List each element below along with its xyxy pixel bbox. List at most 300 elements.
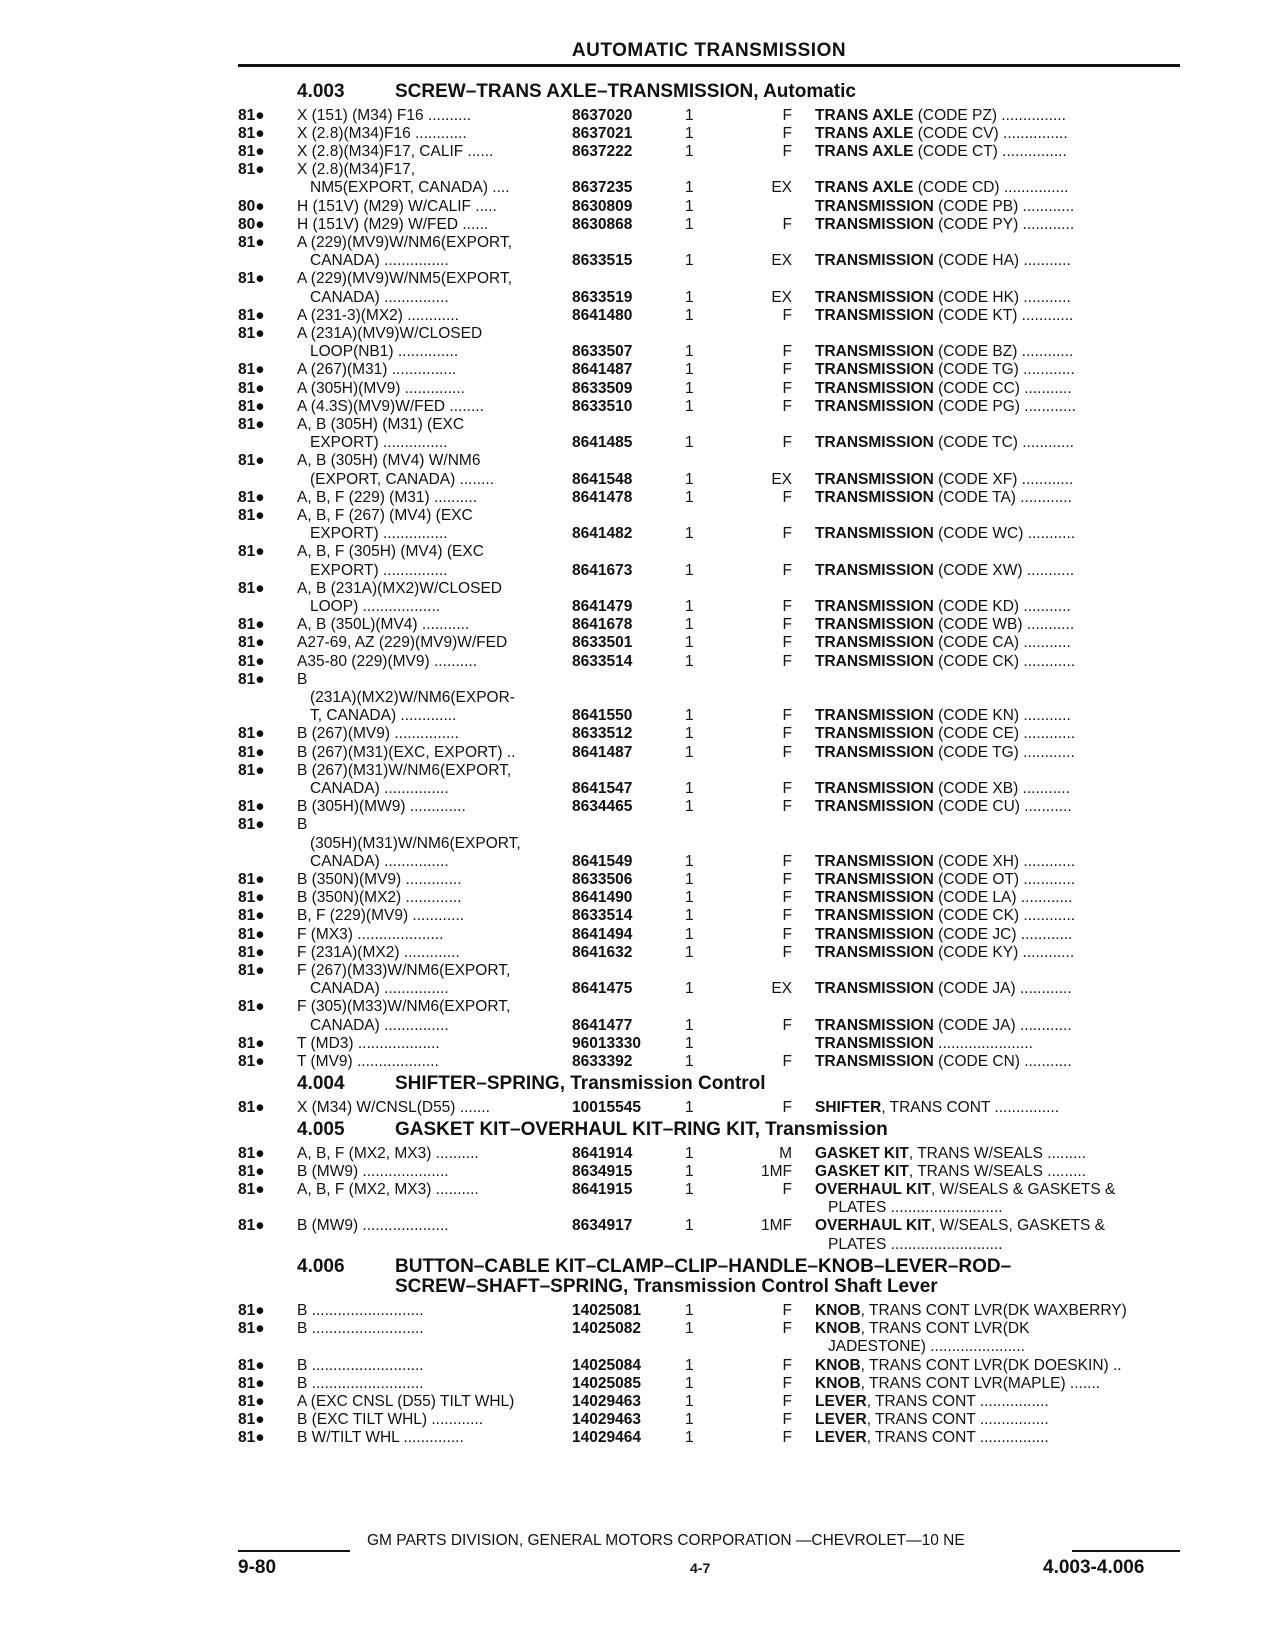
part-name (828, 1199, 1003, 1217)
application-description: B (267)(M31)(EXC, EXPORT) .. (297, 743, 516, 761)
part-number: 8641550 (572, 707, 633, 725)
quantity: 1 (685, 1374, 694, 1392)
source-code: M (779, 1144, 792, 1162)
quantity: 1 (685, 106, 694, 124)
quantity: 1 (685, 434, 694, 452)
part-number: 8633501 (572, 634, 633, 652)
part-name-detail: (CODE TG) ............ (933, 743, 1075, 761)
source-code: F (782, 1374, 792, 1392)
application-description: A (231A)(MV9)W/CLOSED (297, 325, 483, 342)
application-description: A35-80 (229)(MV9) .......... (297, 652, 478, 670)
model-year: 81● (238, 161, 265, 179)
part-number: 8641547 (572, 780, 633, 797)
application-description: (305H)(M31)W/NM6(EXPORT, (310, 834, 521, 852)
model-year: 81● (238, 1374, 265, 1392)
model-year: 81● (238, 1320, 265, 1338)
source-code: F (782, 798, 792, 816)
part-name (815, 1357, 1122, 1375)
part-name-detail: (CODE PB) ............ (933, 197, 1075, 215)
model-year: 81● (238, 488, 265, 506)
source-code: F (782, 124, 792, 142)
source-code: F (782, 743, 792, 761)
model-year: 81● (238, 1162, 265, 1180)
source-code: F (782, 561, 792, 579)
part-name-detail: , TRANS W/SEALS ......... (908, 1144, 1087, 1162)
part-name-bold: GASKET KIT (815, 1144, 909, 1162)
part-name (815, 944, 1074, 962)
part-number: 8641479 (572, 598, 633, 615)
model-year: 81● (238, 1181, 265, 1198)
quantity: 1 (685, 798, 694, 816)
quantity: 1 (685, 197, 694, 215)
application-description: A, B (305H) (MV4) W/NM6 (297, 452, 481, 470)
quantity: 1 (685, 470, 694, 488)
part-name-bold: TRANSMISSION (815, 907, 934, 925)
part-name-bold: TRANSMISSION (815, 252, 934, 270)
part-name (815, 107, 1066, 125)
part-name (815, 871, 1075, 889)
part-number: 8633392 (572, 1053, 633, 1070)
quantity: 1 (685, 1162, 694, 1180)
part-number: 14025084 (572, 1356, 641, 1374)
part-name (815, 1017, 1072, 1035)
application-description: T (MD3) ................... (297, 1034, 440, 1052)
part-number: 8641478 (572, 488, 633, 506)
part-name-bold: TRANSMISSION (815, 1034, 934, 1052)
part-name-bold: TRANSMISSION (815, 871, 934, 888)
part-name-detail: (CODE PY) ............ (933, 215, 1075, 233)
application-description: B (305H)(MW9) ............. (297, 798, 466, 816)
part-name-detail: (CODE XB) ........... (933, 780, 1070, 797)
part-number: 8641632 (572, 943, 633, 961)
part-name (815, 1217, 1105, 1235)
part-name (815, 525, 1075, 543)
source-code: F (782, 852, 792, 870)
part-name (815, 489, 1072, 507)
part-name-detail: , TRANS W/SEALS ......... (908, 1162, 1087, 1180)
source-code: EX (771, 470, 792, 488)
quantity: 1 (685, 306, 694, 324)
source-code: F (782, 143, 792, 160)
part-name (815, 562, 1074, 580)
quantity: 1 (685, 1034, 694, 1052)
part-name-bold: TRANS AXLE (815, 106, 914, 124)
model-year: 81● (238, 616, 265, 634)
model-year: 80● (238, 215, 265, 233)
part-name-detail: , W/SEALS, GASKETS & (930, 1217, 1105, 1235)
part-name-bold: TRANSMISSION (815, 780, 934, 797)
part-name-detail: (CODE TA) ............ (933, 488, 1072, 506)
source-code: F (782, 379, 792, 397)
quantity: 1 (685, 1320, 694, 1338)
quantity: 1 (685, 143, 694, 160)
part-number: 14029464 (572, 1429, 641, 1447)
quantity: 1 (685, 871, 694, 888)
application-description: A (305H)(MV9) .............. (297, 379, 465, 397)
source-code: EX (771, 252, 792, 270)
part-number: 8634465 (572, 798, 633, 816)
application-description: A27-69, AZ (229)(MV9)W/FED (297, 634, 508, 652)
part-number: 8634915 (572, 1162, 633, 1180)
part-number: 8641678 (572, 616, 633, 634)
footer-section-range: 4.003-4.006 (1043, 1557, 1145, 1578)
application-description: F (231A)(MX2) ............. (297, 943, 460, 961)
part-name-detail: , TRANS CONT LVR(DK DOESKIN) .. (860, 1356, 1122, 1374)
quantity: 1 (685, 288, 694, 306)
application-description: A, B, F (MX2, MX3) .......... (297, 1181, 479, 1198)
part-name (815, 707, 1071, 725)
section-number: 4.003 (297, 81, 345, 102)
part-name (815, 744, 1075, 762)
part-name-detail: (CODE OT) ............ (933, 871, 1076, 888)
application-description: B (297, 670, 308, 688)
model-year: 81● (238, 1356, 265, 1374)
source-code: F (782, 215, 792, 233)
part-name-bold: TRANSMISSION (815, 397, 934, 415)
part-name (828, 1338, 1025, 1356)
source-code: F (782, 361, 792, 379)
part-number: 10015545 (572, 1098, 641, 1116)
model-year: 81● (238, 1034, 265, 1052)
source-code: F (782, 725, 792, 743)
source-code: F (782, 1053, 792, 1070)
source-code: F (782, 943, 792, 961)
part-name (815, 1429, 1049, 1447)
part-number: 8633514 (572, 652, 633, 670)
model-year: 81● (238, 1098, 265, 1116)
quantity: 1 (685, 889, 694, 907)
part-number: 8633507 (572, 343, 633, 361)
part-name (815, 252, 1071, 270)
part-number: 8633514 (572, 907, 633, 925)
application-description: A, B (350L)(MV4) ........... (297, 616, 470, 634)
section-title: GASKET KIT–OVERHAUL KIT–RING KIT, Transmission (395, 1119, 888, 1140)
part-number: 8641485 (572, 434, 633, 452)
part-name-detail: (CODE WC) ........... (933, 525, 1076, 543)
part-name-bold: TRANSMISSION (815, 1016, 934, 1034)
part-number: 14025081 (572, 1302, 641, 1319)
part-name-detail: PLATES .......................... (828, 1235, 1003, 1253)
application-description: X (M34) W/CNSL(D55) ....... (297, 1098, 490, 1116)
part-name-bold: TRANSMISSION (815, 852, 934, 870)
part-name (815, 980, 1072, 998)
application-description: F (305)(M33)W/NM6(EXPORT, (297, 998, 511, 1016)
model-year: 81● (238, 761, 265, 779)
part-name-bold: TRANSMISSION (815, 215, 934, 233)
part-number: 14025085 (572, 1374, 641, 1392)
source-code: 1MF (761, 1162, 792, 1180)
application-description: B W/TILT WHL .............. (297, 1429, 464, 1447)
application-description: X (151) (M34) F16 .......... (297, 106, 471, 124)
model-year: 81● (238, 270, 265, 288)
part-name-detail: (CODE WB) ........... (933, 616, 1075, 634)
part-name (815, 1302, 1127, 1320)
part-name-bold: TRANSMISSION (815, 725, 934, 743)
part-name (815, 179, 1068, 197)
part-name-bold: TRANSMISSION (815, 743, 934, 761)
quantity: 1 (685, 379, 694, 397)
application-description: CANADA) ............... (310, 288, 449, 306)
model-year: 81● (238, 397, 265, 415)
source-code: EX (771, 288, 792, 306)
quantity: 1 (685, 852, 694, 870)
part-name-bold: TRANSMISSION (815, 561, 934, 579)
quantity: 1 (685, 634, 694, 652)
application-description: EXPORT) ............... (310, 434, 448, 452)
part-number: 8641548 (572, 470, 633, 488)
source-code: F (782, 397, 792, 415)
part-number: 8637020 (572, 106, 633, 124)
quantity: 1 (685, 652, 694, 670)
quantity: 1 (685, 725, 694, 743)
source-code: F (782, 1320, 792, 1338)
part-name (815, 907, 1075, 925)
section-title: BUTTON–CABLE KIT–CLAMP–CLIP–HANDLE–KNOB–LEVER–ROD– (395, 1255, 1012, 1277)
source-code: F (782, 1302, 792, 1319)
part-number: 14029463 (572, 1393, 641, 1410)
quantity: 1 (685, 1217, 694, 1235)
application-description: F (MX3) .................... (297, 925, 444, 943)
application-description: B (MW9) .................... (297, 1217, 449, 1235)
part-name-detail: (CODE LA) ............ (933, 889, 1073, 907)
footer-page-number: 4-7 (690, 1560, 711, 1576)
part-name-bold: KNOB (815, 1356, 861, 1374)
part-name (815, 1411, 1049, 1429)
part-name-detail: (CODE HA) ........... (933, 252, 1071, 270)
part-name (815, 1035, 1033, 1053)
source-code: EX (771, 179, 792, 197)
application-description: CANADA) ............... (310, 252, 449, 270)
part-name-detail: , TRANS CONT LVR(MAPLE) ....... (860, 1374, 1101, 1392)
application-description: B (350N)(MV9) ............. (297, 871, 462, 888)
part-name-detail: (CODE CE) ............ (933, 725, 1076, 743)
part-number: 8641487 (572, 743, 633, 761)
section-title: SCREW–SHAFT–SPRING, Transmission Control Shaft Lever (395, 1276, 938, 1298)
part-number: 8633519 (572, 288, 633, 306)
source-code: F (782, 1098, 792, 1116)
section-number: 4.004 (297, 1073, 345, 1095)
quantity: 1 (685, 561, 694, 579)
part-number: 8633506 (572, 871, 633, 888)
quantity: 1 (685, 707, 694, 725)
part-name (815, 434, 1074, 452)
application-description: F (267)(M33)W/NM6(EXPORT, (297, 962, 511, 979)
part-name-detail: (CODE CD) ............... (913, 179, 1069, 197)
part-name-detail: (CODE PZ) ............... (913, 106, 1066, 124)
part-number: 8634917 (572, 1217, 633, 1235)
source-code: F (782, 616, 792, 634)
quantity: 1 (685, 215, 694, 233)
part-name-bold: TRANSMISSION (815, 379, 934, 397)
part-name-bold: TRANSMISSION (815, 343, 934, 361)
section-title: SCREW–TRANS AXLE–TRANSMISSION, Automatic (395, 81, 856, 102)
quantity: 1 (685, 1098, 694, 1116)
part-name (815, 398, 1076, 416)
model-year: 80● (238, 197, 265, 215)
application-description: B (267)(MV9) ............... (297, 725, 459, 743)
part-name-detail: (CODE PG) ............ (933, 397, 1076, 415)
application-description: T, CANADA) ............. (310, 707, 457, 725)
model-year: 81● (238, 106, 265, 124)
part-name (815, 307, 1073, 325)
quantity: 1 (685, 1016, 694, 1034)
application-description: H (151V) (M29) W/FED ...... (297, 215, 489, 233)
part-name-detail: (CODE CN) ........... (933, 1053, 1072, 1070)
part-name (828, 1236, 1003, 1254)
part-name (815, 653, 1075, 671)
source-code: F (782, 871, 792, 888)
part-name (815, 289, 1071, 307)
part-name (815, 616, 1074, 634)
part-name-detail: (CODE TG) ............ (933, 361, 1075, 379)
application-description: X (2.8)(M34)F17, (297, 161, 416, 179)
application-description: LOOP(NB1) .............. (310, 343, 459, 361)
model-year: 81● (238, 452, 265, 470)
source-code: F (782, 1393, 792, 1410)
part-name-bold: TRANSMISSION (815, 943, 934, 961)
model-year: 81● (238, 889, 265, 907)
model-year: 81● (238, 816, 265, 834)
model-year: 81● (238, 325, 265, 342)
part-name (815, 380, 1072, 398)
part-name-bold: GASKET KIT (815, 1162, 909, 1180)
quantity: 1 (685, 598, 694, 615)
part-name (815, 1099, 1059, 1117)
part-number: 8641549 (572, 852, 633, 870)
model-year: 81● (238, 1429, 265, 1447)
part-name (815, 1181, 1115, 1199)
source-code: F (782, 1181, 792, 1198)
model-year: 81● (238, 234, 265, 251)
quantity: 1 (685, 397, 694, 415)
application-description: B (267)(M31)W/NM6(EXPORT, (297, 761, 512, 779)
part-number: 8641914 (572, 1144, 633, 1162)
part-name-detail: PLATES .......................... (828, 1199, 1003, 1217)
footer-division: GM PARTS DIVISION, GENERAL MOTORS CORPORATION —CHEVROLET—10 NE (367, 1532, 965, 1549)
section-number: 4.006 (297, 1255, 345, 1277)
footer-rule-right (1072, 1550, 1180, 1552)
part-name-bold: LEVER (815, 1411, 867, 1429)
part-name-bold: KNOB (815, 1302, 861, 1319)
source-code: F (782, 1356, 792, 1374)
part-name (815, 634, 1071, 652)
part-name-bold: TRANSMISSION (815, 1053, 934, 1070)
part-name (815, 1145, 1086, 1163)
source-code: EX (771, 980, 792, 998)
part-name-detail: (CODE KN) ........... (933, 707, 1071, 725)
quantity: 1 (685, 743, 694, 761)
part-name-bold: TRANSMISSION (815, 525, 934, 543)
part-name-detail: (CODE CK) ............ (933, 652, 1076, 670)
application-description: A, B (231A)(MX2)W/CLOSED (297, 579, 502, 597)
part-name-bold: TRANSMISSION (815, 306, 934, 324)
part-name-bold: TRANSMISSION (815, 980, 934, 998)
footer-rule-left (238, 1550, 350, 1552)
part-name-detail: (CODE JA) ............ (933, 1016, 1072, 1034)
application-description: A (4.3S)(MV9)W/FED ........ (297, 397, 484, 415)
application-description: B .......................... (297, 1320, 424, 1338)
part-name (815, 926, 1073, 944)
part-name-bold: TRANSMISSION (815, 798, 934, 816)
part-name-detail: (CODE JA) ............ (933, 980, 1072, 998)
model-year: 81● (238, 670, 265, 688)
part-name-detail: (CODE XH) ............ (933, 852, 1076, 870)
part-number: 8641494 (572, 925, 633, 943)
part-name (815, 361, 1075, 379)
part-name-detail: ...................... (933, 1034, 1033, 1052)
part-name (815, 125, 1068, 143)
quantity: 1 (685, 124, 694, 142)
application-description: A, B, F (229) (M31) .......... (297, 488, 478, 506)
part-name-bold: TRANSMISSION (815, 470, 934, 488)
application-description: H (151V) (M29) W/CALIF ..... (297, 197, 497, 215)
model-year: 81● (238, 306, 265, 324)
application-description: T (MV9) ................... (297, 1053, 439, 1070)
part-number: 14029463 (572, 1411, 641, 1429)
part-number: 8633512 (572, 725, 633, 743)
application-description: CANADA) ............... (310, 780, 449, 797)
application-description: B (EXC TILT WHL) ............ (297, 1411, 484, 1429)
model-year: 81● (238, 1411, 265, 1429)
part-number: 8641482 (572, 525, 633, 543)
part-number: 8637222 (572, 143, 633, 160)
quantity: 1 (685, 488, 694, 506)
part-name (815, 1053, 1072, 1071)
quantity: 1 (685, 980, 694, 998)
quantity: 1 (685, 943, 694, 961)
model-year: 81● (238, 124, 265, 142)
part-name-detail: , TRANS CONT LVR(DK WAXBERRY) (860, 1302, 1127, 1319)
part-number: 8633509 (572, 379, 633, 397)
application-description: A, B, F (MX2, MX3) .......... (297, 1144, 479, 1162)
source-code: F (782, 306, 792, 324)
section-number: 4.005 (297, 1119, 345, 1140)
part-number: 8637235 (572, 179, 633, 197)
application-description: B, F (229)(MV9) ............ (297, 907, 465, 925)
model-year: 81● (238, 379, 265, 397)
part-name-bold: TRANSMISSION (815, 288, 934, 306)
part-name-detail: , TRANS CONT ............... (881, 1098, 1060, 1116)
part-name (815, 1393, 1049, 1411)
model-year: 81● (238, 743, 265, 761)
application-description: A (231-3)(MX2) ............ (297, 306, 459, 324)
quantity: 1 (685, 1411, 694, 1429)
part-number: 8641915 (572, 1181, 633, 1198)
part-number: 8641475 (572, 980, 633, 998)
part-name-detail: (CODE BZ) ............ (933, 343, 1074, 361)
part-name-bold: TRANSMISSION (815, 598, 934, 615)
part-name-bold: TRANSMISSION (815, 197, 934, 215)
model-year: 81● (238, 871, 265, 888)
part-number: 8633510 (572, 397, 633, 415)
source-code: F (782, 907, 792, 925)
part-name-bold: TRANSMISSION (815, 925, 934, 943)
part-name-detail: (CODE JC) ............ (933, 925, 1073, 943)
part-name-detail: , TRANS CONT LVR(DK (860, 1320, 1030, 1338)
part-number: 8641480 (572, 306, 633, 324)
model-year: 81● (238, 725, 265, 743)
part-name-detail: (CODE CU) ........... (933, 798, 1072, 816)
source-code: F (782, 1016, 792, 1034)
application-description: A (229)(MV9)W/NM6(EXPORT, (297, 234, 513, 251)
model-year: 81● (238, 361, 265, 379)
application-description: EXPORT) ............... (310, 561, 448, 579)
source-code: F (782, 106, 792, 124)
application-description: B (MW9) .................... (297, 1162, 449, 1180)
source-code: F (782, 1411, 792, 1429)
application-description: B (297, 816, 308, 834)
model-year: 81● (238, 1144, 265, 1162)
